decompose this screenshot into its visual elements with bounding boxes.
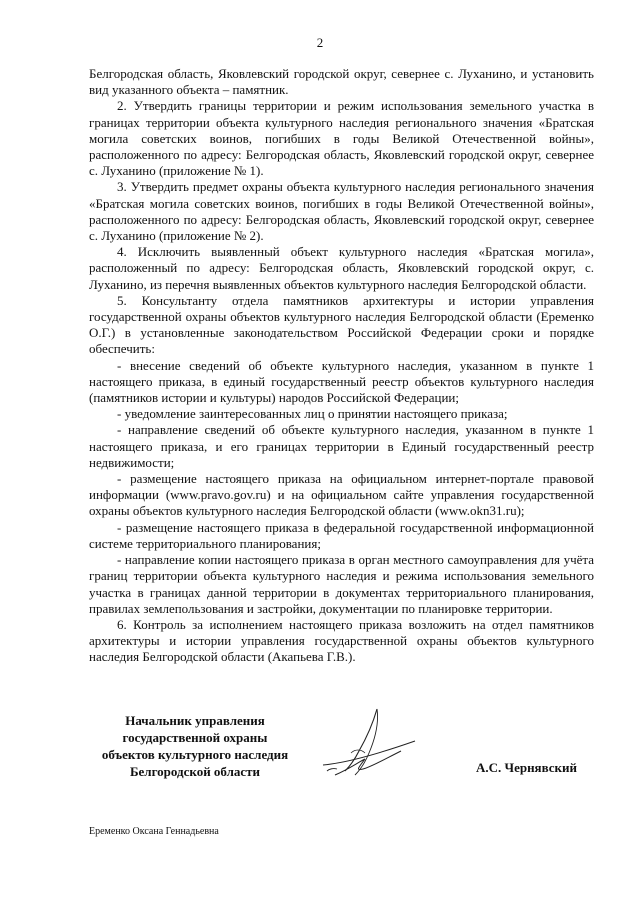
paragraph-item-2: 2. Утвердить границы территории и режим использования земельного участка в границах территории объекта культурного наследия регионального значения «Братская могила советских воинов, погибших в годы Великой Отечественной войны», расположенного по адресу: Белгородская область, Яковлевский городской округ, севернее с. Луханино (приложение № 1). — [89, 98, 594, 179]
document-body — [89, 66, 594, 666]
signer-title-line: объектов культурного наследия — [101, 747, 289, 762]
executor-name: Еременко Оксана Геннадьевна — [89, 826, 219, 837]
paragraph-item-3: 3. Утвердить предмет охраны объекта культурного наследия регионального значения «Братская могила советских воинов, погибших в годы Великой Отечественной войны», расположенного по адресу: Белгородская область, Яковлевский городской округ, севернее с. Луханино (приложение № 2). — [89, 179, 594, 244]
signer-title-line: Белгородской области — [129, 764, 261, 779]
paragraph-continuation: Белгородская область, Яковлевский городской округ, севернее с. Луханино, и установить вид указанного объекта – памятник. — [89, 66, 594, 98]
paragraph-item-6: 6. Контроль за исполнением настоящего приказа возложить на отдел памятников архитектуры и истории управления государственной охраны объектов культурного наследия Белгородской области (Акапьева Г.В.). — [89, 616, 594, 665]
handwritten-signature — [315, 705, 435, 785]
signer-title-line: государственной охраны — [122, 730, 268, 745]
list-item: - направление сведений об объекте культурного наследия, указанном в пункте 1 настоящего приказа, и его границах территории в Единый государственный реестр недвижимости; — [89, 422, 594, 470]
paragraph-item-5: 5. Консультанту отдела памятников архитектуры и истории управления государственной охраны объектов культурного наследия Белгородской области (Еременко О.Г.) в установленные законодательством Российской Федерации сроки и порядке обеспечить: — [89, 292, 594, 357]
paragraph-item-4: 4. Исключить выявленный объект культурного наследия «Братская могила», расположенный по адресу: Белгородская область, Яковлевский городской округ, с. Луханино, из перечня выявленных объектов культурного наследия Белгородской области. — [89, 244, 594, 292]
list-item: - размещение настоящего приказа в федеральной государственной информационной системе территориального планирования; — [89, 519, 594, 551]
list-item: - размещение настоящего приказа на официальном интернет-портале правовой информации (www.pravo.gov.ru) и на официальном сайте управления государственной охраны объектов культурного наследия Белгородской области (www.okn31.ru); — [89, 471, 594, 519]
page-number: 2 — [316, 35, 324, 50]
signer-title — [100, 712, 290, 780]
signer-title-line: Начальник управления — [125, 713, 265, 728]
signer-name: А.С. Чернявский — [476, 760, 578, 775]
list-item: - направление копии настоящего приказа в орган местного самоуправления для учёта границ территории объекта культурного наследия и режима использования земельного участка в границах данной территории в документах территориального планирования, правилах землепользования и застройки, документации по планировке территории. — [89, 552, 594, 616]
list-item: - внесение сведений об объекте культурного наследия, указанном в пункте 1 настоящего приказа, в единый государственный реестр объектов культурного наследия (памятников истории и культуры) народов Российской Федерации; — [89, 357, 594, 406]
list-item: - уведомление заинтересованных лиц о принятии настоящего приказа; — [117, 406, 508, 422]
